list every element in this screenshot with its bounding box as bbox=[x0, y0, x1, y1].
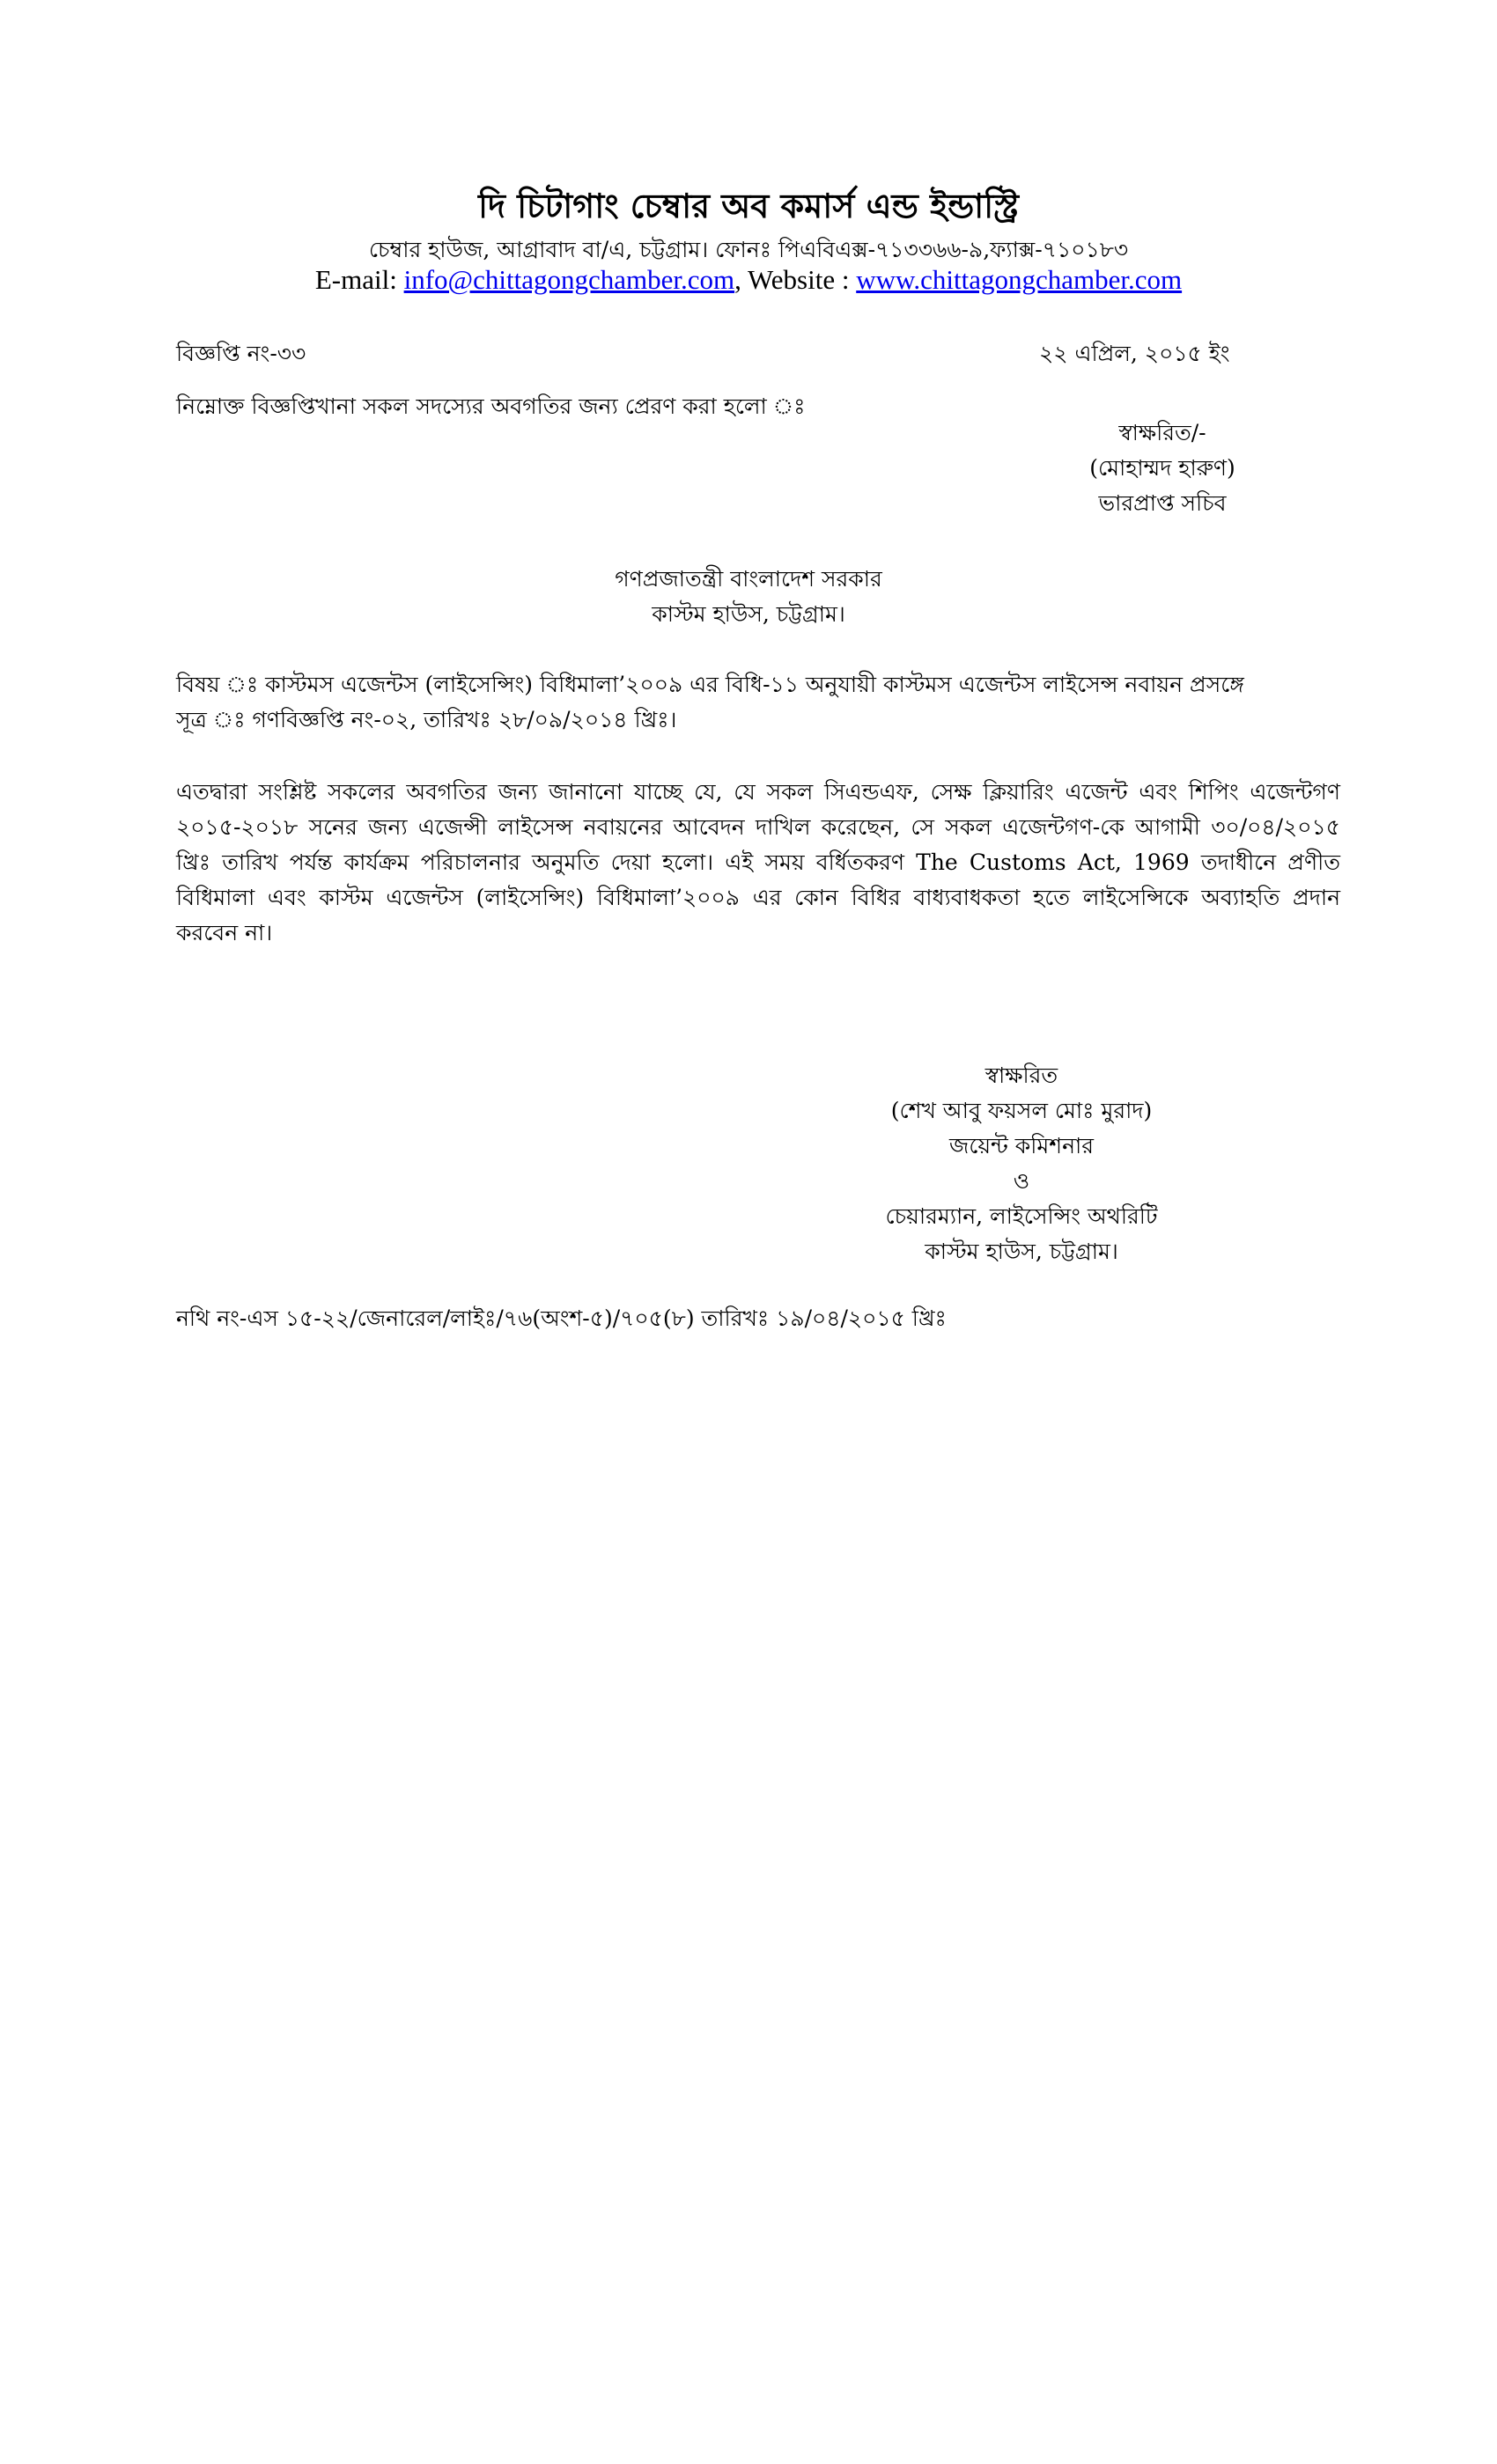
contact-line bbox=[0, 264, 1497, 296]
official-signer-designation: জয়েন্ট কমিশনার bbox=[949, 1133, 1094, 1158]
website-link[interactable]: www.chittagongchamber.com bbox=[856, 264, 1183, 295]
government-heading bbox=[0, 562, 1497, 632]
email-label: E-mail: bbox=[314, 264, 404, 295]
notice-number: বিজ্ঞপ্তি নং-৩৩ bbox=[176, 341, 306, 366]
chamber-signed-label: স্বাক্ষরিত/- bbox=[1118, 420, 1206, 445]
official-signature-block bbox=[828, 1058, 1215, 1269]
body-paragraph bbox=[176, 775, 1340, 951]
body-line: বিধিমালা এবং কাস্টম এজেন্টস (লাইসেন্সিং) বিধিমালা’২০০৯ এর কোন বিধির বাধ্যবাধকতা হতে লাইসেন্সিকে অব্যাহতি প্রদান bbox=[176, 885, 1340, 910]
chamber-signer-name: (মোহাম্মদ হারুণ) bbox=[1089, 455, 1235, 481]
official-conjunction: ও bbox=[1013, 1168, 1030, 1194]
body-line: করবেন না। bbox=[176, 920, 273, 945]
official-signed-label: স্বাক্ষরিত bbox=[984, 1063, 1058, 1088]
official-signer-office: কাস্টম হাউস, চট্টগ্রাম। bbox=[925, 1239, 1118, 1264]
body-line: এতদ্বারা সংশ্লিষ্ট সকলের অবগতির জন্য জানানো যাচ্ছে যে, যে সকল সিএন্ডএফ, সেক্ষ ক্লিয়ারিং এজেন্ট এবং শিপিং এজেন্টগণ bbox=[176, 779, 1340, 805]
subject-line: বিষয় ঃ কাস্টমস এজেন্টস (লাইসেন্সিং) বিধিমালা’২০০৯ এর বিধি-১১ অনুযায়ী কাস্টমস এজেন্টস লাইসেন্স নবায়ন প্রসঙ্গে bbox=[176, 672, 1244, 697]
reference-line: সূত্র ঃ গণবিজ্ঞপ্তি নং-০২, তারিখঃ ২৮/০৯/২০১৪ খ্রিঃ। bbox=[176, 707, 677, 732]
body-line: খ্রিঃ তারিখ পর্যন্ত কার্যক্রম পরিচালনার অনুমতি দেয়া হলো। এই সময় বর্ধিতকরণ The Customs Act, 1969 তদাধীনে প্রণীত bbox=[176, 850, 1340, 875]
organization-title: দি চিটাগাং চেম্বার অব কমার্স এন্ড ইন্ডাস্ট্রি bbox=[478, 186, 1019, 225]
website-label: , Website : bbox=[734, 264, 857, 295]
email-link[interactable]: info@chittagongchamber.com bbox=[403, 264, 735, 295]
address-line: চেম্বার হাউজ, আগ্রাবাদ বা/এ, চট্টগ্রাম। ফোনঃ পিএবিএক্স-৭১৩৩৬৬-৯,ফ্যাক্স-৭১০১৮৩ bbox=[368, 237, 1129, 262]
chamber-signer-designation: ভারপ্রাপ্ত সচিব bbox=[1098, 490, 1227, 516]
official-signer-role: চেয়ারম্যান, লাইসেন্সিং অথরিটি bbox=[885, 1203, 1158, 1229]
file-reference: নথি নং-এস ১৫-২২/জেনারেল/লাইঃ/৭৬(অংশ-৫)/৭০৫(৮) তারিখঃ ১৯/০৪/২০১৫ খ্রিঃ bbox=[176, 1306, 947, 1331]
body-line: ২০১৫-২০১৮ সনের জন্য এজেন্সী লাইসেন্স নবায়নের আবেদন দাখিল করেছেন, সে সকল এজেন্টগণ-কে আগামী ৩০/০৪/২০১৫ bbox=[176, 814, 1340, 840]
government-office: কাস্টম হাউস, চট্টগ্রাম। bbox=[652, 601, 845, 627]
chamber-signature-block bbox=[1030, 416, 1294, 521]
official-signer-name: (শেখ আবু ফয়সল মোঃ মুরাদ) bbox=[890, 1098, 1153, 1123]
government-name: গণপ্রজাতন্ত্রী বাংলাদেশ সরকার bbox=[615, 566, 882, 592]
intro-text: নিম্নোক্ত বিজ্ঞপ্তিখানা সকল সদস্যের অবগতির জন্য প্রেরণ করা হলো ঃ bbox=[176, 394, 806, 419]
notice-date: ২২ এপ্রিল, ২০১৫ ইং bbox=[1039, 341, 1230, 366]
